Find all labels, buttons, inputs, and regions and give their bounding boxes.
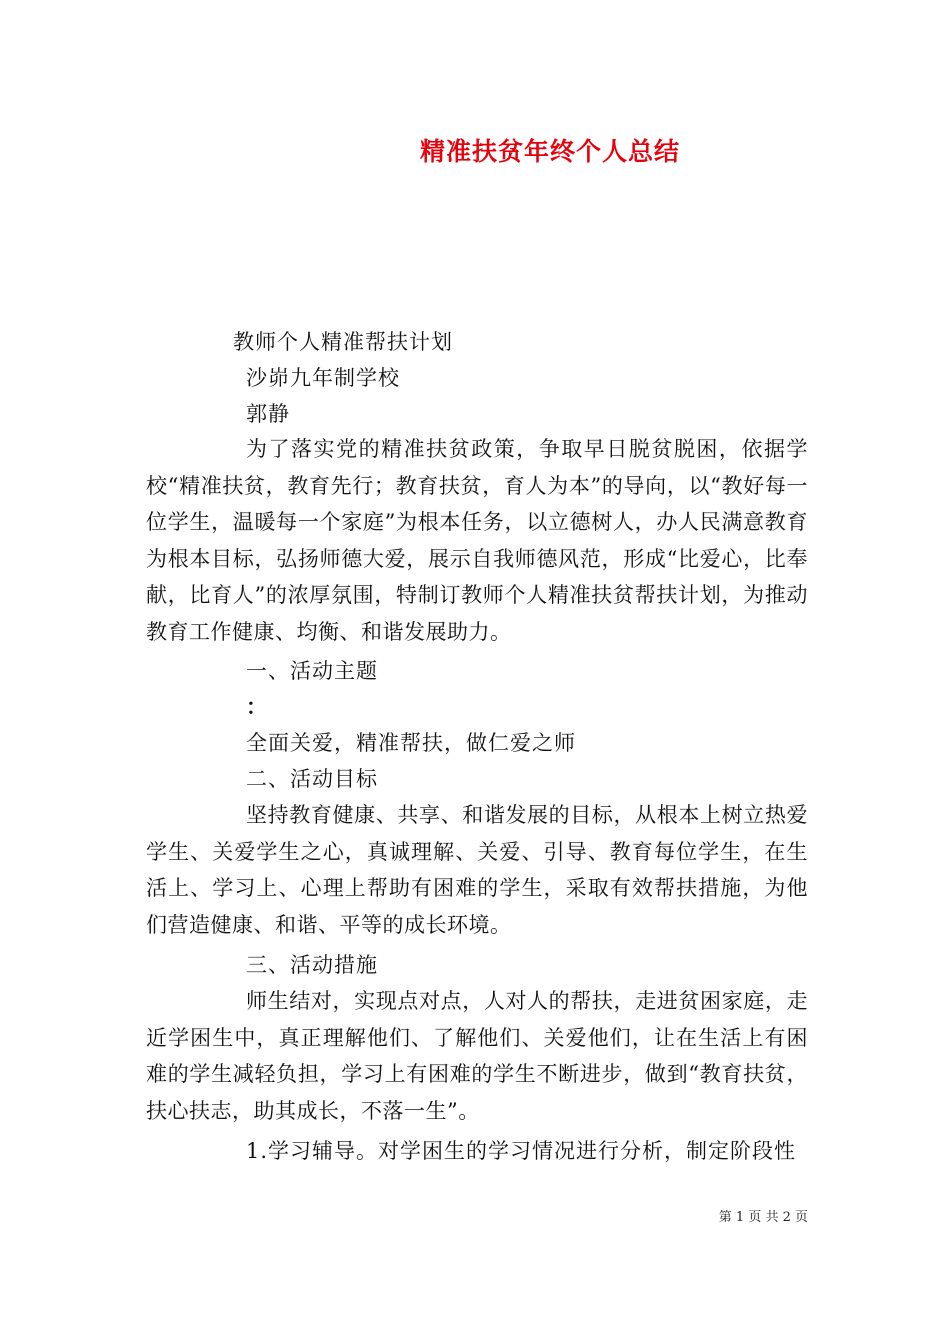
author-name: 郭静	[246, 402, 290, 426]
intro-paragraph: 为了落实党的精准扶贫政策，争取早日脱贫脱困，依据学校“精准扶贫，教育先行；教育扶贫，育人为本”的导向，以“教好每一位学生，温暖每一个家庭”为根本任务，以立德树人，办人民满意教育为根本目标，弘扬师德大爱，展示自我师德风范，形成“比爱心，比奉献，比育人”的浓厚氛围，特制订教师个人精准扶贫帮扶计划，为推动教育工作健康、均衡、和谐发展助力。	[146, 437, 808, 644]
section1-text: 全面关爱，精准帮扶，做仁爱之师	[246, 731, 576, 755]
section3-paragraph: 师生结对，实现点对点，人对人的帮扶，走进贫困家庭，走近学困生中，真正理解他们、了解他们、关爱他们，让在生活上有困难的学生减轻负担，学习上有困难的学生不断进步，做到“教育扶贫，扶心扶志，助其成长，不落一生”。	[146, 989, 808, 1123]
section1-colon: ：	[246, 694, 268, 719]
plan-heading: 教师个人精准帮扶计划	[233, 330, 453, 354]
document-title: 精准扶贫年终个人总结	[419, 137, 680, 166]
section2-title: 二、活动目标	[246, 767, 378, 791]
section1-title: 一、活动主题	[246, 659, 378, 683]
section2-paragraph: 坚持教育健康、共享、和谐发展的目标，从根本上树立热爱学生、关爱学生之心，真诚理解、关爱、引导、教育每位学生，在生活上、学习上、心理上帮助有困难的学生，采取有效帮扶措施，为他们营造健康、和谐、平等的成长环境。	[146, 803, 808, 937]
section3-title: 三、活动措施	[246, 953, 378, 977]
school-name: 沙峁九年制学校	[246, 366, 400, 390]
item1-text: 1.学习辅导。对学困生的学习情况进行分析，制定阶段性	[246, 1139, 797, 1163]
page-footer: 第 1 页 共 2 页	[718, 1210, 808, 1225]
